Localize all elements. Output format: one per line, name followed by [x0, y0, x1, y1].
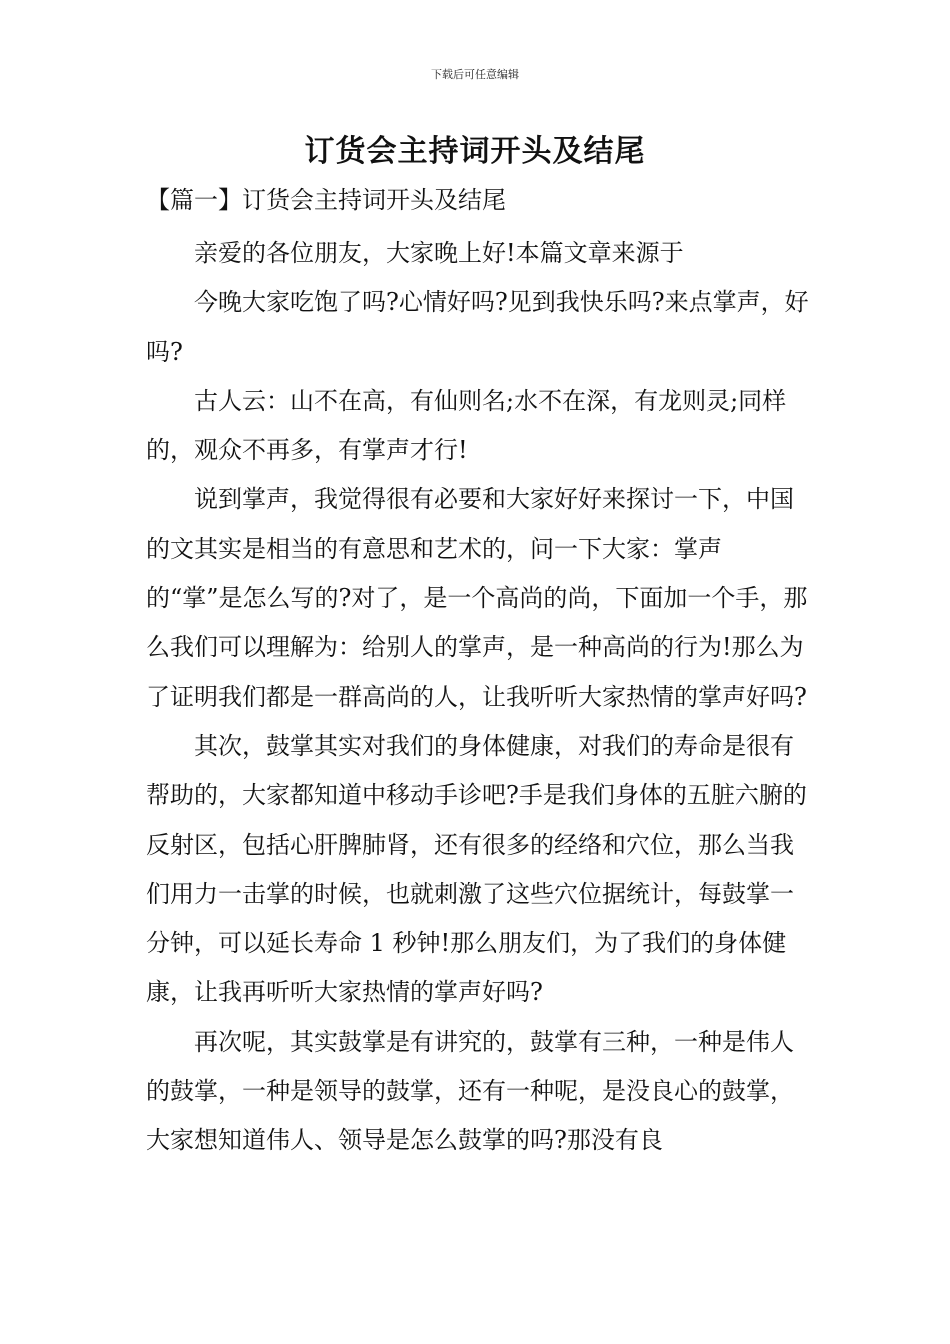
paragraph: 其次，鼓掌其实对我们的身体健康，对我们的寿命是很有帮助的，大家都知道中移动手诊吧?手是我们身体的五脏六腑的反射区，包括心肝脾肺肾，还有很多的经络和穴位，那么当我们用力一击掌的时候，也就刺激了这些穴位据统计，每鼓掌一分钟，可以延长寿命 1 秒钟!那么朋友们，为了我们的身体健康，让我再听听大家热情的掌声好吗? — [146, 731, 807, 1007]
document-body — [146, 178, 816, 1166]
section-heading: 【篇一】订货会主持词开头及结尾 — [146, 186, 506, 214]
paragraph: 古人云：山不在高，有仙则名;水不在深，有龙则灵;同样的，观众不再多，有掌声才行! — [146, 386, 787, 465]
document-title: 订货会主持词开头及结尾 — [304, 134, 646, 169]
paragraph: 再次呢，其实鼓掌是有讲究的，鼓掌有三种，一种是伟人的鼓掌，一种是领导的鼓掌，还有一种呢，是没良心的鼓掌，大家想知道伟人、领导是怎么鼓掌的吗?那没有良 — [146, 1027, 794, 1155]
paragraph: 亲爱的各位朋友，大家晚上好!本篇文章来源于 — [194, 239, 684, 267]
paragraph: 今晚大家吃饱了吗?心情好吗?见到我快乐吗?来点掌声，好吗? — [146, 288, 809, 366]
header-note: 下载后可任意编辑 — [431, 68, 519, 81]
paragraph: 说到掌声，我觉得很有必要和大家好好来探讨一下，中国的文其实是相当的有意思和艺术的，问一下大家：掌声的“掌”是怎么写的?对了，是一个高尚的尚，下面加一个手，那么我们可以理解为：给别人的掌声，是一种高尚的行为!那么为了证明我们都是一群高尚的人，让我听听大家热情的掌声好吗? — [146, 485, 808, 711]
